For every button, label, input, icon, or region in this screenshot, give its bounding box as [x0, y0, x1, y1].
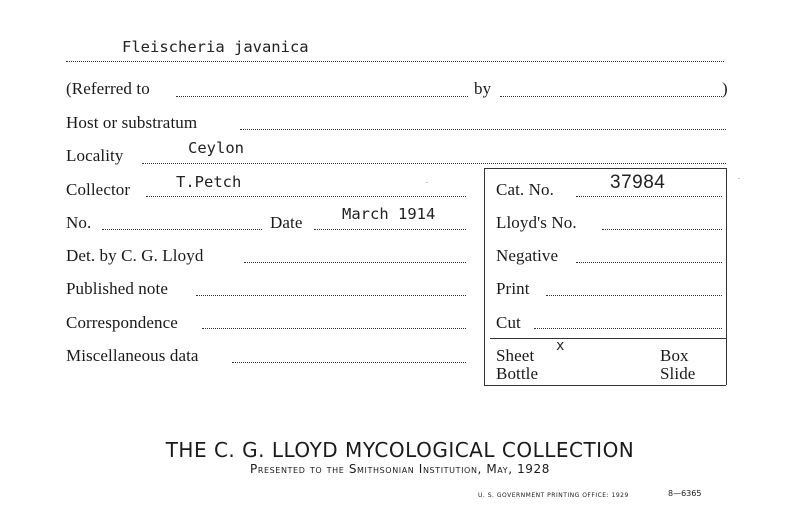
species-line: [66, 61, 724, 62]
misc-data-line: [232, 362, 466, 363]
by-label: by: [474, 79, 492, 98]
collector-label: Collector: [66, 180, 131, 199]
negative-line: [576, 262, 722, 263]
lloyds-no-line: [602, 229, 722, 230]
box-label: Box: [660, 346, 689, 365]
cat-no-value: 37984: [610, 172, 666, 193]
locality-value: Ceylon: [188, 139, 244, 157]
species-name: Fleischeria javanica: [122, 38, 309, 56]
scan-speck: ·: [426, 180, 428, 187]
locality-line: [142, 163, 726, 164]
sheet-label: Sheet: [496, 346, 535, 365]
cut-line: [534, 328, 722, 329]
published-note-label: Published note: [66, 279, 168, 298]
sheet-mark: x: [556, 338, 565, 354]
box-top-border: [484, 168, 726, 169]
bottle-label: Bottle: [496, 364, 539, 383]
referred-to-label: (Referred to: [66, 79, 150, 98]
date-line: [314, 229, 466, 230]
det-by-label: Det. by C. G. Lloyd: [66, 246, 204, 265]
cut-label: Cut: [496, 313, 521, 332]
box-bottom-border: [484, 385, 726, 386]
collection-subtitle: Presented to the Smithsonian Institution, May, 1928: [249, 462, 551, 476]
date-value: March 1914: [342, 205, 436, 223]
print-label: Print: [496, 279, 530, 298]
correspondence-label: Correspondence: [66, 313, 178, 332]
cat-no-label: Cat. No.: [496, 180, 554, 199]
no-line: [102, 229, 262, 230]
print-line: [546, 295, 722, 296]
close-paren: ): [722, 79, 728, 98]
negative-label: Negative: [496, 246, 559, 265]
host-label: Host or substratum: [66, 113, 198, 132]
locality-label: Locality: [66, 146, 124, 165]
date-label: Date: [270, 213, 303, 232]
lloyds-no-label: Lloyd's No.: [496, 213, 577, 232]
by-line: [500, 96, 722, 97]
box-inner-divider: [490, 338, 726, 339]
cat-no-line: [576, 196, 722, 197]
box-left-border: [484, 168, 485, 385]
collector-line: [146, 196, 466, 197]
correspondence-line: [202, 328, 466, 329]
box-right-border: [726, 168, 727, 385]
host-line: [240, 129, 726, 130]
published-note-line: [196, 295, 466, 296]
scan-speck: ·: [738, 176, 740, 183]
misc-data-label: Miscellaneous data: [66, 346, 199, 365]
referred-to-line: [176, 96, 468, 97]
slide-label: Slide: [660, 364, 696, 383]
printing-office-note: U. S. GOVERNMENT PRINTING OFFICE: 1929: [478, 492, 629, 499]
form-number: 8—6365: [668, 489, 702, 498]
no-label: No.: [66, 213, 92, 232]
collector-value: T.Petch: [176, 173, 242, 191]
det-by-line: [244, 262, 466, 263]
collection-title: THE C. G. LLOYD MYCOLOGICAL COLLECTION: [165, 438, 635, 462]
